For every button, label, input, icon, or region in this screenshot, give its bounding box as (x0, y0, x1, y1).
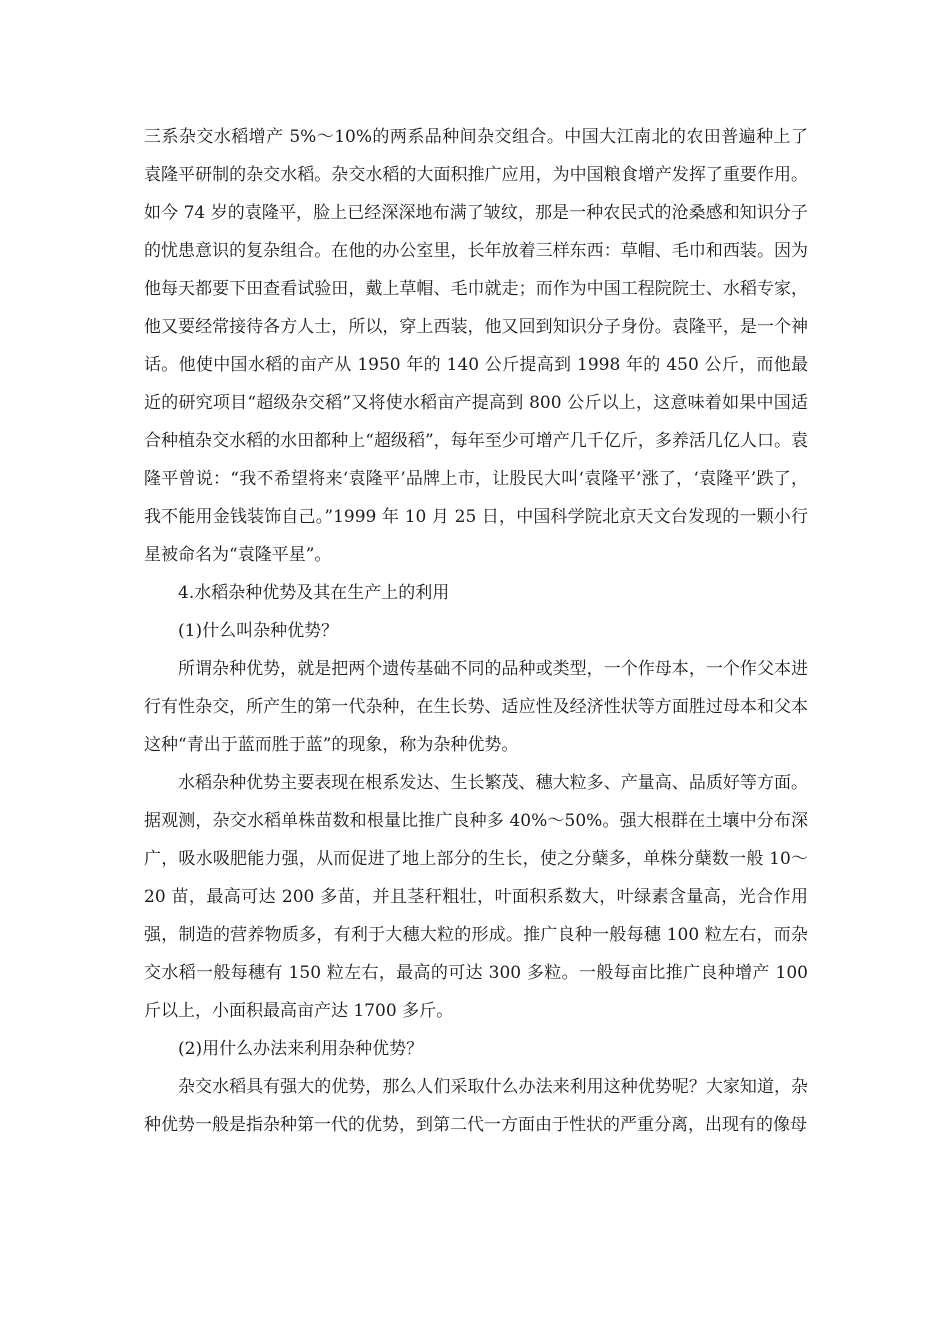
paragraph-definition: 所谓杂种优势，就是把两个遗传基础不同的品种或类型，一个作母本，一个作父本进行有性杂交，所产生的第一代杂种，在生长势、适应性及经济性状等方面胜过母本和父本这种“青出于蓝而胜于蓝”的现象，称为杂种优势。 (144, 659, 808, 755)
subheading-2: (2)用什么办法来利用杂种优势？ (178, 1039, 424, 1059)
paragraph-utilization: 杂交水稻具有强大的优势，那么人们采取什么办法来利用这种优势呢？大家知道，杂种优势一般是指杂种第一代的优势，到第二代一方面由于性状的严重分离，出现有的像母 (144, 1077, 808, 1135)
section-heading-4: 4.水稻杂种优势及其在生产上的利用 (178, 583, 450, 603)
document-body (144, 118, 808, 1144)
subheading-1: (1)什么叫杂种优势？ (178, 621, 339, 641)
paragraph-yuan-longping-bio: 三系杂交水稻增产 5%～10%的两系品种间杂交组合。中国大江南北的农田普遍种上了袁隆平研制的杂交水稻。杂交水稻的大面积推广应用，为中国粮食增产发挥了重要作用。如今 74 岁的袁隆平，脸上已经深深地布满了皱纹，那是一种农民式的沧桑感和知识分子的忧患意识的复杂组合。在他的办公室里，长年放着三样东西：草帽、毛巾和西装。因为他每天都要下田查看试验田，戴上草帽、毛巾就走；而作为中国工程院院士、水稻专家，他又要经常接待各方人士，所以，穿上西装，他又回到知识分子身份。袁隆平，是一个神话。他使中国水稻的亩产从 1950 年的 140 公斤提高到 1998 年的 450 公斤，而他最近的研究项目“超级杂交稻”又将使水稻亩产提高到 800 公斤以上，这意味着如果中国适合种植杂交水稻的水田都种上“超级稻”，每年至少可增产几千亿斤，多养活几亿人口。袁隆平曾说：“我不希望将来‘袁隆平’品牌上市，让股民大叫‘袁隆平’涨了，‘袁隆平’跌了，我不能用金钱装饰自己。”1999 年 10 月 25 日，中国科学院北京天文台发现的一颗小行星被命名为“袁隆平星”。 (144, 127, 808, 565)
paragraph-hybrid-advantages: 水稻杂种优势主要表现在根系发达、生长繁茂、穗大粒多、产量高、品质好等方面。据观测，杂交水稻单株苗数和根量比推广良种多 40%～50%。强大根群在土壤中分布深广，吸水吸肥能力强，从而促进了地上部分的生长，使之分蘖多，单株分蘖数一般 10～20 苗，最高可达 200 多苗，并且茎秆粗壮，叶面积系数大，叶绿素含量高，光合作用强，制造的营养物质多，有利于大穗大粒的形成。推广良种一般每穗 100 粒左右，而杂交水稻一般每穗有 150 粒左右，最高的可达 300 多粒。一般每亩比推广良种增产 100 斤以上，小面积最高亩产达 1700 多斤。 (144, 773, 808, 1021)
